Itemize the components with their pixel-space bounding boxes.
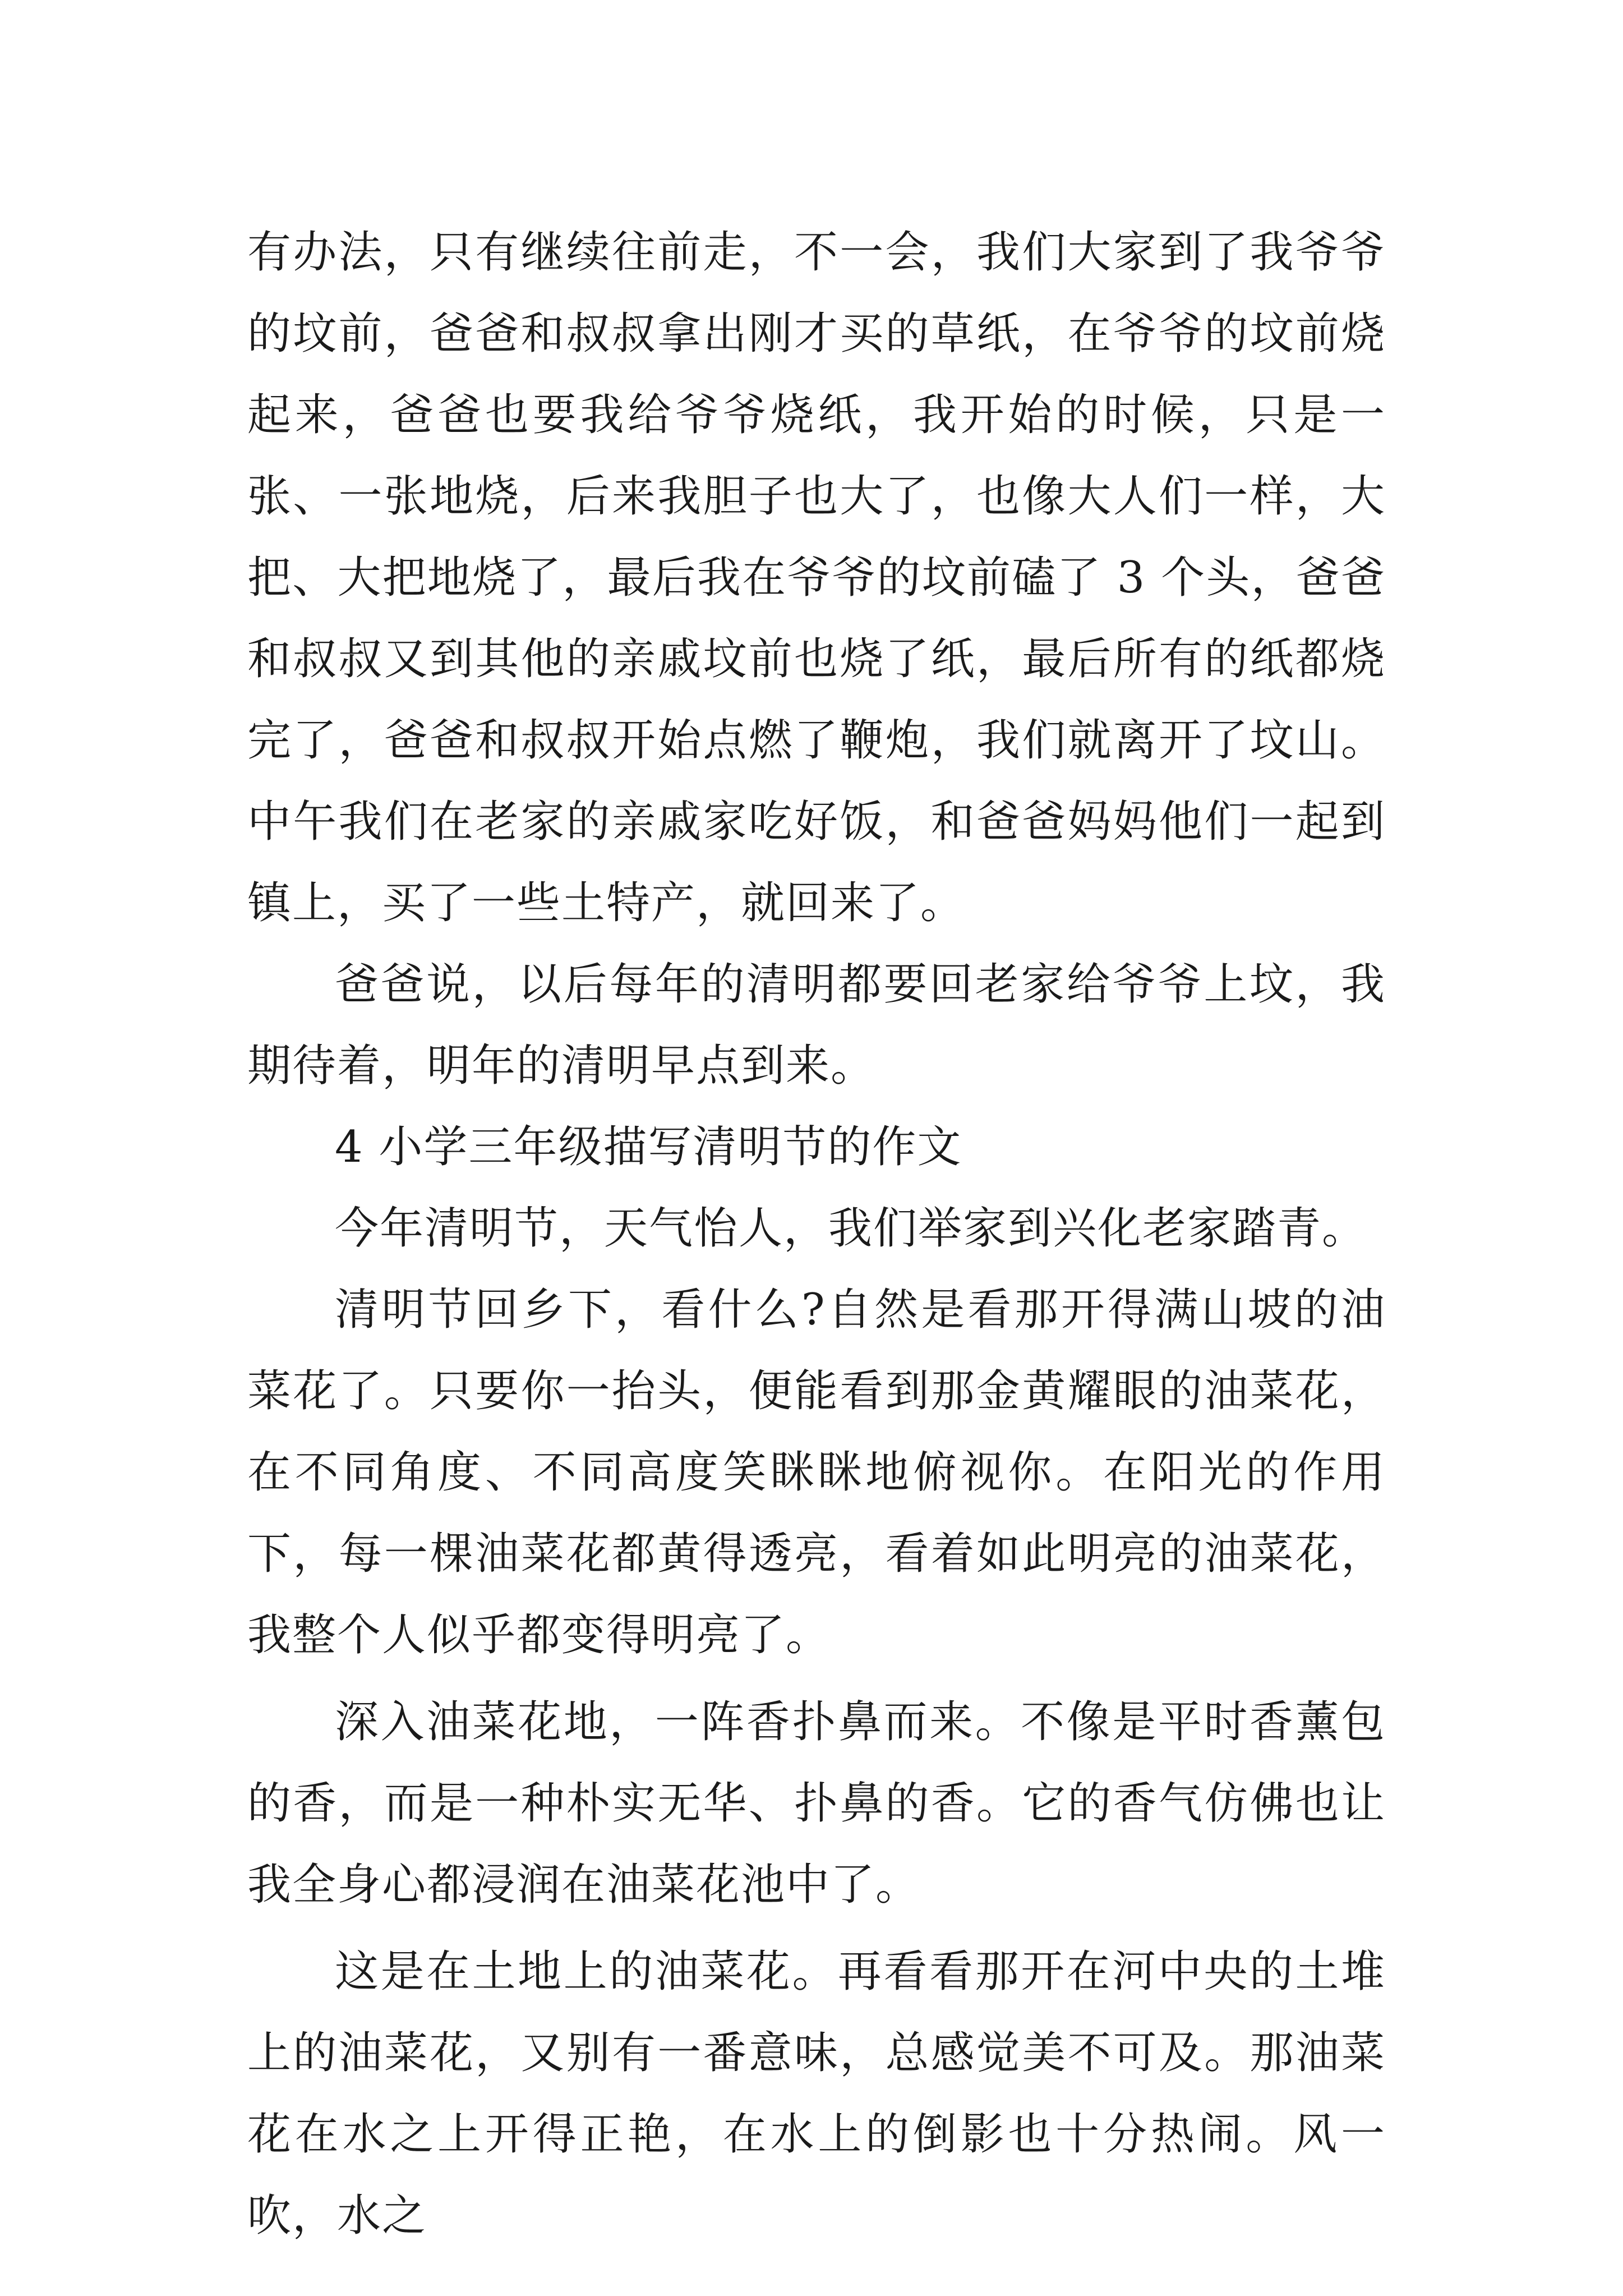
document-body bbox=[247, 212, 1386, 2257]
paragraph-rapeseed-flowers: 清明节回乡下，看什么?自然是看那开得满山坡的油菜花了。只要你一抬头，便能看到那金黄耀眼的油菜花，在不同角度、不同高度笑眯眯地俯视你。在阳光的作用下，每一棵油菜花都黄得透亮，看着如此明亮的油菜花，我整个人似乎都变得明亮了。 bbox=[247, 1285, 1386, 1660]
essay-heading: 4 小学三年级描写清明节的作文 bbox=[335, 1122, 962, 1172]
paragraph-grave-visit: 有办法，只有继续往前走，不一会，我们大家到了我爷爷的坟前，爸爸和叔叔拿出刚才买的草纸，在爷爷的坟前烧起来，爸爸也要我给爷爷烧纸，我开始的时候，只是一张、一张地烧，后来我胆子也大了，也像大人们一样，大把、大把地烧了，最后我在爷爷的坟前磕了 3 个头，爸爸和叔叔又到其他的亲戚坟前也烧了纸，最后所有的纸都烧完了，爸爸和叔叔开始点燃了鞭炮，我们就离开了坟山。中午我们在老家的亲戚家吃好饭，和爸爸妈妈他们一起到镇上，买了一些土特产，就回来了。 bbox=[247, 227, 1386, 928]
paragraph-fragrance: 深入油菜花地，一阵香扑鼻而来。不像是平时香薰包的香，而是一种朴实无华、扑鼻的香。它的香气仿佛也让我全身心都浸润在油菜花池中了。 bbox=[247, 1697, 1386, 1910]
paragraph-father-says: 爸爸说，以后每年的清明都要回老家给爷爷上坟，我期待着，明年的清明早点到来。 bbox=[247, 959, 1386, 1091]
paragraph-intro: 今年清明节，天气怡人，我们举家到兴化老家踏青。 bbox=[335, 1203, 1367, 1254]
paragraph-river-flowers: 这是在土地上的油菜花。再看看那开在河中央的土堆上的油菜花，又别有一番意味，总感觉美不可及。那油菜花在水之上开得正艳，在水上的倒影也十分热闹。风一吹，水之 bbox=[247, 1947, 1386, 2241]
